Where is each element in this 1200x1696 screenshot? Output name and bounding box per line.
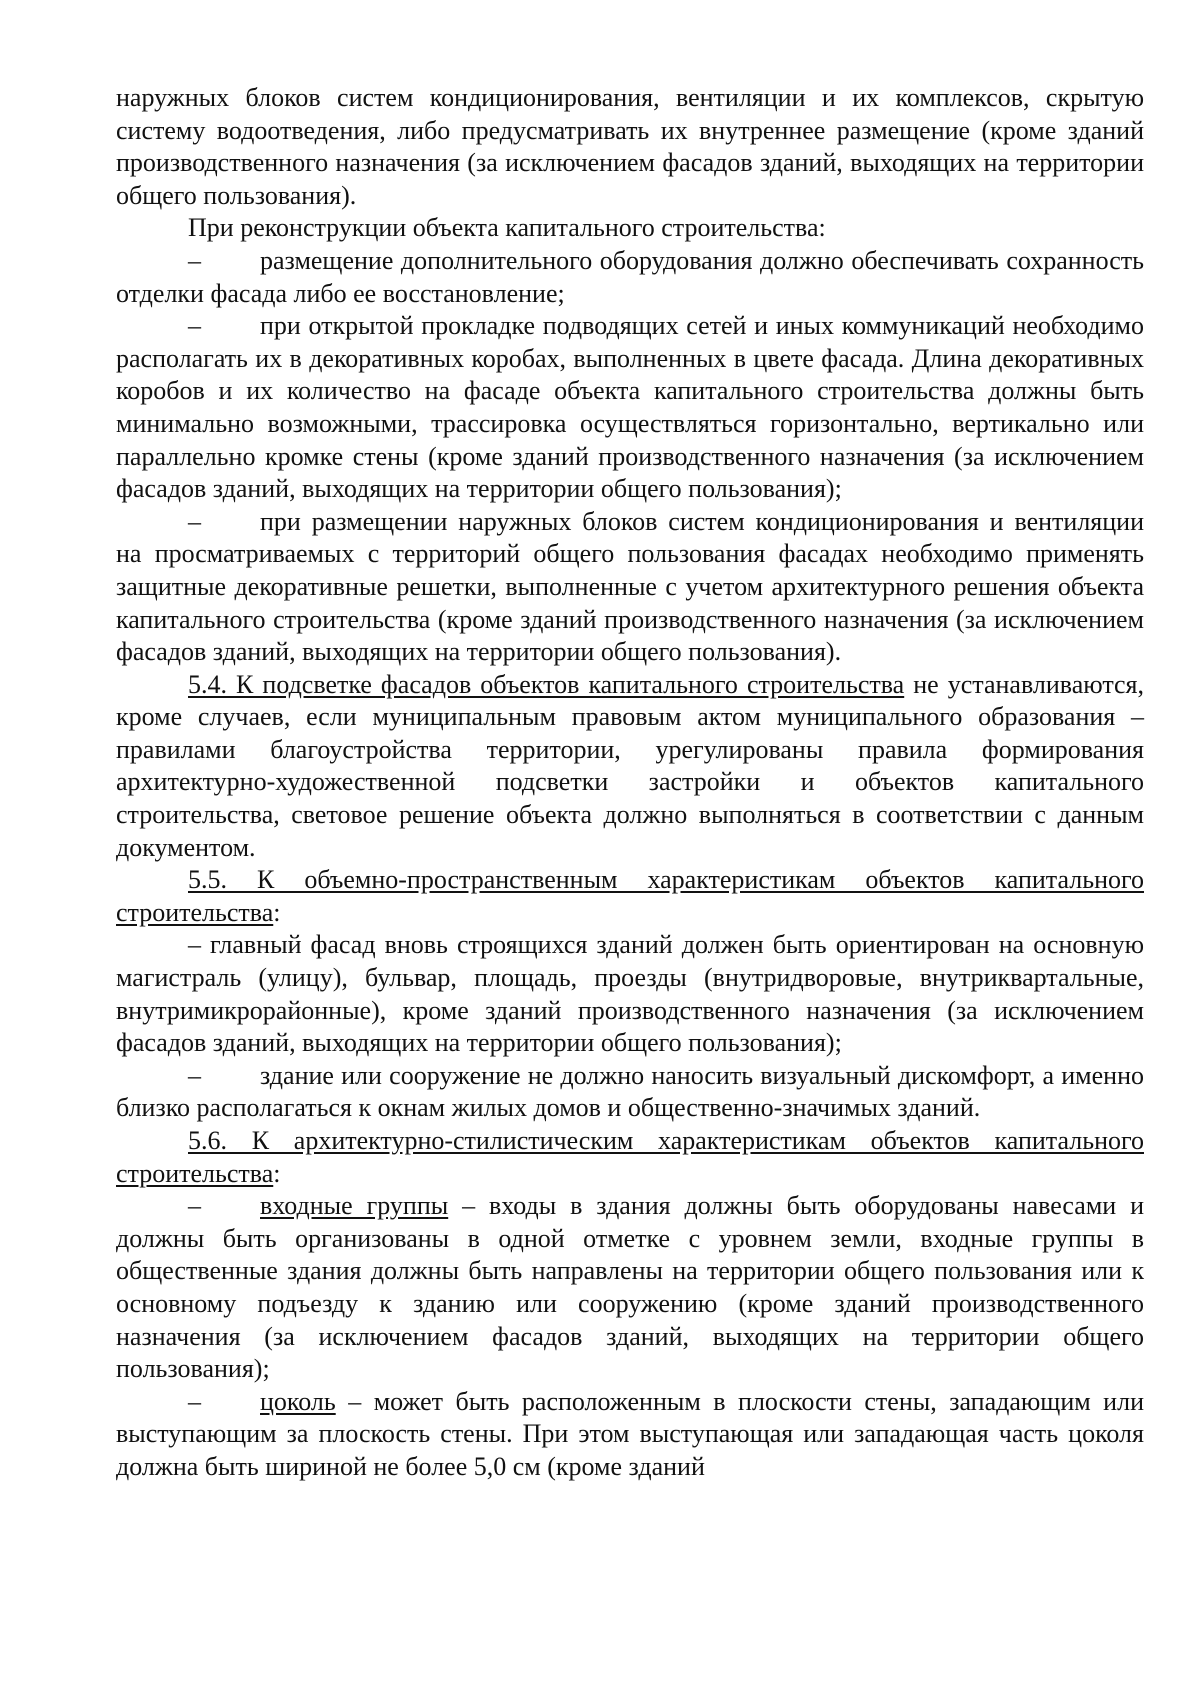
paragraph-facade-equipment (116, 82, 1144, 212)
list-item-text: размещение дополнительного оборудования должно обеспечивать сохранность отделки фасада либо ее восстановление; (116, 245, 1144, 308)
list-item-visual-discomfort (116, 1060, 1144, 1125)
section-5-5 (116, 864, 1144, 929)
dash-marker: – (188, 1060, 201, 1090)
paragraph-reconstruction-intro (116, 212, 1144, 245)
list-item-text: при открытой прокладке подводящих сетей и иных коммуникаций необходимо располагать их в декоративных коробах, выполненных в цвете фасада. Длина декоративных коробов и их количество на фасаде объекта капитального строительства должны быть минимально возможными, трассировка осуществляться горизонтально, вертикально или параллельно кромке стены (кроме зданий производственного назначения (за исключением фасадов зданий, выходящих на территории общего пользования); (116, 311, 1144, 504)
list-item-equipment-placement (116, 245, 1144, 310)
dash-marker: – (188, 506, 201, 536)
section-text: не устанавливаются, кроме случаев, если муниципальным правовым актом муниципального образования – правилами благоустройства территории, урегулированы правила формирования архитектурно-художественной подсветки застройки и объектов капитального строительства, световое решение объекта должно выполняться в соответствии с данным документом. (116, 669, 1144, 862)
list-item-text: – главный фасад вновь строящихся зданий должен быть ориентирован на основную магистраль (улицу), бульвар, площадь, проезды (внутридворовые, внутриквартальные, внутримикрорайонные), кроме зданий производственного назначения (за исключением фасадов зданий, выходящих на территории общего пользования); (116, 930, 1144, 1058)
dash-marker: – (188, 1191, 201, 1221)
term-label: цоколь (260, 1386, 336, 1416)
list-item-ac-units (116, 506, 1144, 669)
section-5-4 (116, 669, 1144, 865)
dash-marker: – (188, 311, 201, 341)
section-heading: 5.6. К архитектурно-стилистическим характеристикам объектов капитального строительства (116, 1126, 1144, 1188)
list-item-text: здание или сооружение не должно наносить визуальный дискомфорт, а именно близко располагаться к окнам жилых домов и общественно-значимых зданий. (116, 1060, 1144, 1123)
dash-marker: – (188, 245, 201, 275)
section-heading: 5.4. К подсветке фасадов объектов капитального строительства (188, 669, 905, 699)
list-item-entrance-groups (116, 1190, 1144, 1386)
section-heading: 5.5. К объемно-пространственным характеристикам объектов капитального строительства (116, 865, 1144, 927)
paragraph-text: наружных блоков систем кондиционирования, вентиляции и их комплексов, скрытую систему водоотведения, либо предусматривать их внутреннее размещение (кроме зданий производственного назначения (за исключением фасадов зданий, выходящих на территории общего пользования). (116, 83, 1144, 210)
list-item-main-facade (116, 929, 1144, 1059)
section-5-6 (116, 1125, 1144, 1190)
list-item-open-networks (116, 310, 1144, 506)
dash-marker: – (188, 1386, 201, 1416)
section-text: : (273, 897, 281, 927)
list-item-plinth (116, 1386, 1144, 1484)
list-item-text: – может быть расположенным в плоскости стены, западающим или выступающим за плоскость стены. При этом выступающая или западающая часть цоколя должна быть шириной не более 5,0 см (кроме зданий (116, 1386, 1144, 1481)
section-text: : (273, 1158, 281, 1188)
list-item-text: – входы в здания должны быть оборудованы навесами и должны быть организованы в одной отметке с уровнем земли, входные группы в общественные здания должны быть направлены на территории общего пользования или к основному подъезду к зданию или сооружению (кроме зданий производственного назначения (за исключением фасадов зданий, выходящих на территории общего пользования); (116, 1191, 1144, 1384)
paragraph-text: При реконструкции объекта капитального строительства: (188, 213, 826, 243)
term-label: входные группы (260, 1191, 449, 1221)
list-item-text: при размещении наружных блоков систем кондиционирования и вентиляции на просматриваемых с территорий общего пользования фасадах необходимо применять защитные декоративные решетки, выполненные с учетом архитектурного решения объекта капитального строительства (кроме зданий производственного назначения (за исключением фасадов зданий, выходящих на территории общего пользования). (116, 506, 1144, 667)
